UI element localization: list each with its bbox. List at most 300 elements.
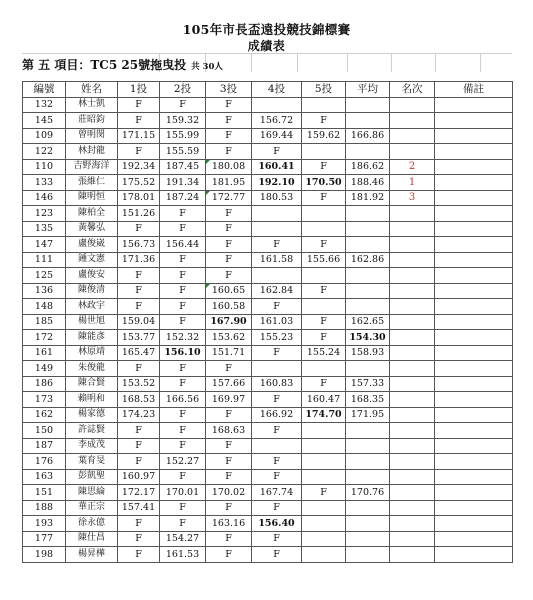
cell-average	[346, 268, 390, 284]
cell-average	[346, 423, 390, 439]
cell-throw-5: F	[302, 376, 346, 392]
cell-throw-5	[302, 423, 346, 439]
cell-throw-2: 154.27	[160, 531, 206, 547]
cell-name: 林原靖	[66, 345, 118, 361]
cell-rank	[390, 299, 435, 315]
cell-throw-2: F	[160, 407, 206, 423]
cell-average	[346, 113, 390, 129]
cell-throw-1: F	[118, 97, 160, 113]
cell-throw-2: F	[160, 221, 206, 237]
cell-throw-5: 155.66	[302, 252, 346, 268]
cell-throw-3: 151.71	[206, 345, 252, 361]
cell-throw-4: 160.41	[252, 159, 302, 175]
cell-rank	[390, 376, 435, 392]
cell-rank	[390, 330, 435, 346]
cell-remarks	[435, 376, 513, 392]
table-row	[23, 175, 513, 191]
cell-name: 陳明恒	[66, 190, 118, 206]
cell-name: 楊昇樺	[66, 547, 118, 563]
cell-remarks	[435, 531, 513, 547]
cell-id: 122	[23, 144, 66, 160]
cell-id: 123	[23, 206, 66, 222]
cell-id: 111	[23, 252, 66, 268]
cell-rank	[390, 206, 435, 222]
cell-rank	[390, 97, 435, 113]
table-row	[23, 407, 513, 423]
cell-rank	[390, 454, 435, 470]
document-title: 105年市長盃遠投競技錦標賽	[182, 22, 351, 37]
cell-id: 172	[23, 330, 66, 346]
cell-throw-5	[302, 531, 346, 547]
results-table	[22, 81, 513, 563]
cell-throw-4: 192.10	[252, 175, 302, 191]
cell-id: 177	[23, 531, 66, 547]
cell-throw-4: F	[252, 531, 302, 547]
cell-throw-2: F	[160, 469, 206, 485]
cell-remarks	[435, 469, 513, 485]
cell-rank	[390, 407, 435, 423]
cell-rank	[390, 345, 435, 361]
cell-id: 132	[23, 97, 66, 113]
cell-remarks	[435, 345, 513, 361]
cell-name: 葉育旻	[66, 454, 118, 470]
cell-average: 158.93	[346, 345, 390, 361]
cell-id: 198	[23, 547, 66, 563]
cell-throw-5	[302, 361, 346, 377]
cell-throw-1: 192.34	[118, 159, 160, 175]
table-row	[23, 423, 513, 439]
table-row	[23, 206, 513, 222]
cell-average	[346, 206, 390, 222]
cell-id: 150	[23, 423, 66, 439]
cell-throw-2: 187.45	[160, 159, 206, 175]
table-row	[23, 547, 513, 563]
cell-remarks	[435, 97, 513, 113]
cell-throw-3: 153.62	[206, 330, 252, 346]
cell-id: 187	[23, 438, 66, 454]
cell-throw-1: 151.26	[118, 206, 160, 222]
cell-throw-5	[302, 547, 346, 563]
cell-throw-1: F	[118, 531, 160, 547]
cell-throw-3: F	[206, 128, 252, 144]
header-throw-1: 1投	[118, 82, 160, 98]
document-subtitle: 成績表	[247, 39, 286, 53]
cell-throw-1: 159.04	[118, 314, 160, 330]
cell-throw-1: 160.97	[118, 469, 160, 485]
cell-rank	[390, 500, 435, 516]
cell-throw-5: 159.62	[302, 128, 346, 144]
table-row	[23, 361, 513, 377]
header-throw-5: 5投	[302, 82, 346, 98]
cell-name: 吉野海洋	[66, 159, 118, 175]
cell-throw-2: F	[160, 361, 206, 377]
cell-id: 110	[23, 159, 66, 175]
cell-rank: 3	[390, 190, 435, 206]
cell-throw-3: 163.16	[206, 516, 252, 532]
cell-throw-2: F	[160, 299, 206, 315]
table-row	[23, 144, 513, 160]
cell-throw-2: 166.56	[160, 392, 206, 408]
cell-id: 173	[23, 392, 66, 408]
cell-throw-1: F	[118, 454, 160, 470]
cell-throw-4: F	[252, 423, 302, 439]
cell-id: 188	[23, 500, 66, 516]
cell-throw-2: 187.24	[160, 190, 206, 206]
cell-throw-1: F	[118, 361, 160, 377]
cell-remarks	[435, 283, 513, 299]
cell-throw-3: 170.02	[206, 485, 252, 501]
table-row	[23, 345, 513, 361]
cell-throw-1: F	[118, 438, 160, 454]
cell-throw-3: F	[206, 268, 252, 284]
cell-remarks	[435, 485, 513, 501]
cell-throw-1: 153.77	[118, 330, 160, 346]
cell-id: 125	[23, 268, 66, 284]
table-row	[23, 500, 513, 516]
cell-remarks	[435, 547, 513, 563]
table-row	[23, 252, 513, 268]
cell-throw-5: F	[302, 330, 346, 346]
table-row	[23, 438, 513, 454]
table-row	[23, 299, 513, 315]
cell-id: 161	[23, 345, 66, 361]
cell-average: 171.95	[346, 407, 390, 423]
cell-throw-2: F	[160, 268, 206, 284]
cell-id: 133	[23, 175, 66, 191]
cell-throw-5: F	[302, 190, 346, 206]
cell-throw-1: F	[118, 283, 160, 299]
cell-throw-2: F	[160, 438, 206, 454]
cell-name: 曾明閔	[66, 128, 118, 144]
cell-average: 170.76	[346, 485, 390, 501]
cell-id: 136	[23, 283, 66, 299]
cell-id: 147	[23, 237, 66, 253]
cell-rank	[390, 469, 435, 485]
table-row	[23, 283, 513, 299]
cell-throw-5	[302, 97, 346, 113]
cell-rank	[390, 128, 435, 144]
cell-throw-3: 169.97	[206, 392, 252, 408]
cell-throw-1: 156.73	[118, 237, 160, 253]
cell-throw-1: 153.52	[118, 376, 160, 392]
table-row	[23, 113, 513, 129]
cell-throw-3: 167.90	[206, 314, 252, 330]
cell-throw-4	[252, 221, 302, 237]
cell-name: 林政宇	[66, 299, 118, 315]
cell-throw-3: 181.95	[206, 175, 252, 191]
cell-remarks	[435, 175, 513, 191]
cell-average	[346, 283, 390, 299]
cell-throw-3: F	[206, 237, 252, 253]
cell-throw-5	[302, 221, 346, 237]
table-row	[23, 531, 513, 547]
cell-throw-3: F	[206, 113, 252, 129]
table-row	[23, 314, 513, 330]
cell-name: 彭凱聖	[66, 469, 118, 485]
cell-throw-4: F	[252, 547, 302, 563]
cell-throw-5	[302, 268, 346, 284]
cell-throw-5	[302, 144, 346, 160]
cell-name: 黃馨弘	[66, 221, 118, 237]
cell-rank	[390, 221, 435, 237]
cell-throw-2: 152.32	[160, 330, 206, 346]
cell-name: 林封龍	[66, 144, 118, 160]
cell-throw-5: F	[302, 283, 346, 299]
cell-throw-3: F	[206, 144, 252, 160]
cell-throw-4: 155.23	[252, 330, 302, 346]
cell-throw-3: 160.65	[206, 283, 252, 299]
cell-remarks	[435, 299, 513, 315]
header-remarks: 備註	[435, 82, 513, 98]
cell-throw-1: F	[118, 268, 160, 284]
table-row	[23, 392, 513, 408]
cell-average	[346, 221, 390, 237]
cell-average: 162.65	[346, 314, 390, 330]
cell-remarks	[435, 237, 513, 253]
cell-name: 莊昭鈞	[66, 113, 118, 129]
cell-throw-3: F	[206, 547, 252, 563]
cell-id: 185	[23, 314, 66, 330]
cell-remarks	[435, 516, 513, 532]
cell-throw-4	[252, 361, 302, 377]
cell-id: 151	[23, 485, 66, 501]
cell-throw-5	[302, 454, 346, 470]
cell-average: 168.35	[346, 392, 390, 408]
cell-id: 148	[23, 299, 66, 315]
cell-throw-4: F	[252, 299, 302, 315]
cell-throw-5	[302, 438, 346, 454]
cell-id: 135	[23, 221, 66, 237]
cell-remarks	[435, 190, 513, 206]
cell-name: 張維仁	[66, 175, 118, 191]
cell-rank: 1	[390, 175, 435, 191]
cell-throw-5	[302, 299, 346, 315]
event-line	[22, 56, 512, 72]
cell-name: 徐永億	[66, 516, 118, 532]
cell-throw-1: 168.53	[118, 392, 160, 408]
cell-throw-4: 156.72	[252, 113, 302, 129]
table-row	[23, 469, 513, 485]
table-row	[23, 485, 513, 501]
cell-throw-4: F	[252, 144, 302, 160]
cell-id: 162	[23, 407, 66, 423]
cell-remarks	[435, 221, 513, 237]
cell-id: 146	[23, 190, 66, 206]
cell-throw-3: F	[206, 469, 252, 485]
cell-throw-4: 166.92	[252, 407, 302, 423]
participant-count: 共 30人	[191, 62, 223, 72]
table-header-row	[23, 82, 513, 98]
cell-remarks	[435, 500, 513, 516]
table-row	[23, 128, 513, 144]
cell-average: 186.62	[346, 159, 390, 175]
cell-throw-3: F	[206, 361, 252, 377]
cell-rank	[390, 252, 435, 268]
cell-throw-3: 160.58	[206, 299, 252, 315]
cell-rank	[390, 516, 435, 532]
cell-average	[346, 361, 390, 377]
cell-average	[346, 516, 390, 532]
cell-throw-3: F	[206, 454, 252, 470]
cell-name: 朱俊龍	[66, 361, 118, 377]
cell-remarks	[435, 128, 513, 144]
cell-throw-5: F	[302, 237, 346, 253]
cell-throw-2: F	[160, 252, 206, 268]
cell-throw-2: F	[160, 516, 206, 532]
table-row	[23, 237, 513, 253]
cell-id: 176	[23, 454, 66, 470]
cell-throw-3: F	[206, 97, 252, 113]
cell-name: 林士凱	[66, 97, 118, 113]
table-row	[23, 190, 513, 206]
cell-throw-4: 161.58	[252, 252, 302, 268]
cell-throw-2: F	[160, 500, 206, 516]
cell-average	[346, 469, 390, 485]
cell-throw-1: 178.01	[118, 190, 160, 206]
header-id: 編號	[23, 82, 66, 98]
cell-throw-4: F	[252, 454, 302, 470]
cell-throw-1: F	[118, 547, 160, 563]
cell-throw-4: 156.40	[252, 516, 302, 532]
header-rank: 名次	[390, 82, 435, 98]
cell-throw-2: F	[160, 206, 206, 222]
cell-rank	[390, 268, 435, 284]
cell-id: 149	[23, 361, 66, 377]
cell-throw-5: F	[302, 314, 346, 330]
cell-remarks	[435, 423, 513, 439]
cell-throw-2: F	[160, 314, 206, 330]
cell-throw-4	[252, 268, 302, 284]
cell-throw-3: F	[206, 438, 252, 454]
cell-throw-3: F	[206, 407, 252, 423]
cell-rank: 2	[390, 159, 435, 175]
cell-average: 157.33	[346, 376, 390, 392]
cell-rank	[390, 547, 435, 563]
cell-throw-4: 160.83	[252, 376, 302, 392]
cell-remarks	[435, 268, 513, 284]
cell-rank	[390, 237, 435, 253]
cell-name: 楊家德	[66, 407, 118, 423]
table-row	[23, 221, 513, 237]
cell-remarks	[435, 361, 513, 377]
cell-throw-4: F	[252, 500, 302, 516]
cell-rank	[390, 485, 435, 501]
cell-id: 109	[23, 128, 66, 144]
cell-throw-3: 180.08	[206, 159, 252, 175]
cell-name: 陳能彥	[66, 330, 118, 346]
cell-id: 145	[23, 113, 66, 129]
table-row	[23, 97, 513, 113]
cell-remarks	[435, 438, 513, 454]
cell-average	[346, 500, 390, 516]
cell-name: 陳柏全	[66, 206, 118, 222]
cell-throw-1: 171.15	[118, 128, 160, 144]
cell-id: 193	[23, 516, 66, 532]
table-row	[23, 268, 513, 284]
cell-remarks	[435, 206, 513, 222]
cell-remarks	[435, 392, 513, 408]
cell-throw-3: 168.63	[206, 423, 252, 439]
cell-throw-5: F	[302, 159, 346, 175]
cell-throw-4	[252, 206, 302, 222]
cell-throw-2: F	[160, 283, 206, 299]
cell-average	[346, 97, 390, 113]
cell-throw-5: F	[302, 113, 346, 129]
table-row	[23, 516, 513, 532]
cell-throw-4	[252, 438, 302, 454]
cell-name: 李成茂	[66, 438, 118, 454]
cell-name: 許誌賢	[66, 423, 118, 439]
cell-name: 盧俊安	[66, 268, 118, 284]
cell-throw-4: F	[252, 469, 302, 485]
cell-throw-2: 161.53	[160, 547, 206, 563]
cell-remarks	[435, 159, 513, 175]
cell-remarks	[435, 407, 513, 423]
cell-average: 166.86	[346, 128, 390, 144]
cell-average: 154.30	[346, 330, 390, 346]
cell-throw-5: 155.24	[302, 345, 346, 361]
cell-throw-1: F	[118, 144, 160, 160]
results-table-body	[23, 97, 513, 562]
cell-throw-3: 157.66	[206, 376, 252, 392]
cell-throw-1: 175.52	[118, 175, 160, 191]
cell-remarks	[435, 330, 513, 346]
cell-throw-3: F	[206, 206, 252, 222]
cell-throw-5: F	[302, 485, 346, 501]
cell-throw-3: F	[206, 500, 252, 516]
cell-throw-1: 157.41	[118, 500, 160, 516]
cell-rank	[390, 314, 435, 330]
header-throw-2: 2投	[160, 82, 206, 98]
cell-throw-5: 174.70	[302, 407, 346, 423]
cell-remarks	[435, 144, 513, 160]
cell-remarks	[435, 252, 513, 268]
cell-remarks	[435, 454, 513, 470]
cell-rank	[390, 392, 435, 408]
header-average: 平均	[346, 82, 390, 98]
cell-throw-1: F	[118, 221, 160, 237]
cell-throw-1: F	[118, 299, 160, 315]
cell-average	[346, 547, 390, 563]
cell-throw-1: 174.23	[118, 407, 160, 423]
cell-throw-4: 162.84	[252, 283, 302, 299]
cell-average	[346, 454, 390, 470]
cell-rank	[390, 283, 435, 299]
cell-throw-4: 180.53	[252, 190, 302, 206]
cell-throw-2: 156.44	[160, 237, 206, 253]
cell-name: 陳合賢	[66, 376, 118, 392]
cell-throw-1: 171.36	[118, 252, 160, 268]
cell-throw-2: 159.32	[160, 113, 206, 129]
cell-throw-5	[302, 516, 346, 532]
cell-rank	[390, 113, 435, 129]
cell-throw-4: 161.03	[252, 314, 302, 330]
table-row	[23, 330, 513, 346]
cell-throw-2: 170.01	[160, 485, 206, 501]
cell-average	[346, 531, 390, 547]
cell-name: 陳思綸	[66, 485, 118, 501]
cell-name: 鍾文憲	[66, 252, 118, 268]
cell-id: 186	[23, 376, 66, 392]
cell-throw-4: 169.44	[252, 128, 302, 144]
cell-throw-3: F	[206, 221, 252, 237]
cell-throw-2: 155.59	[160, 144, 206, 160]
table-row	[23, 159, 513, 175]
cell-throw-5	[302, 500, 346, 516]
table-row	[23, 376, 513, 392]
cell-throw-4	[252, 97, 302, 113]
cell-rank	[390, 144, 435, 160]
